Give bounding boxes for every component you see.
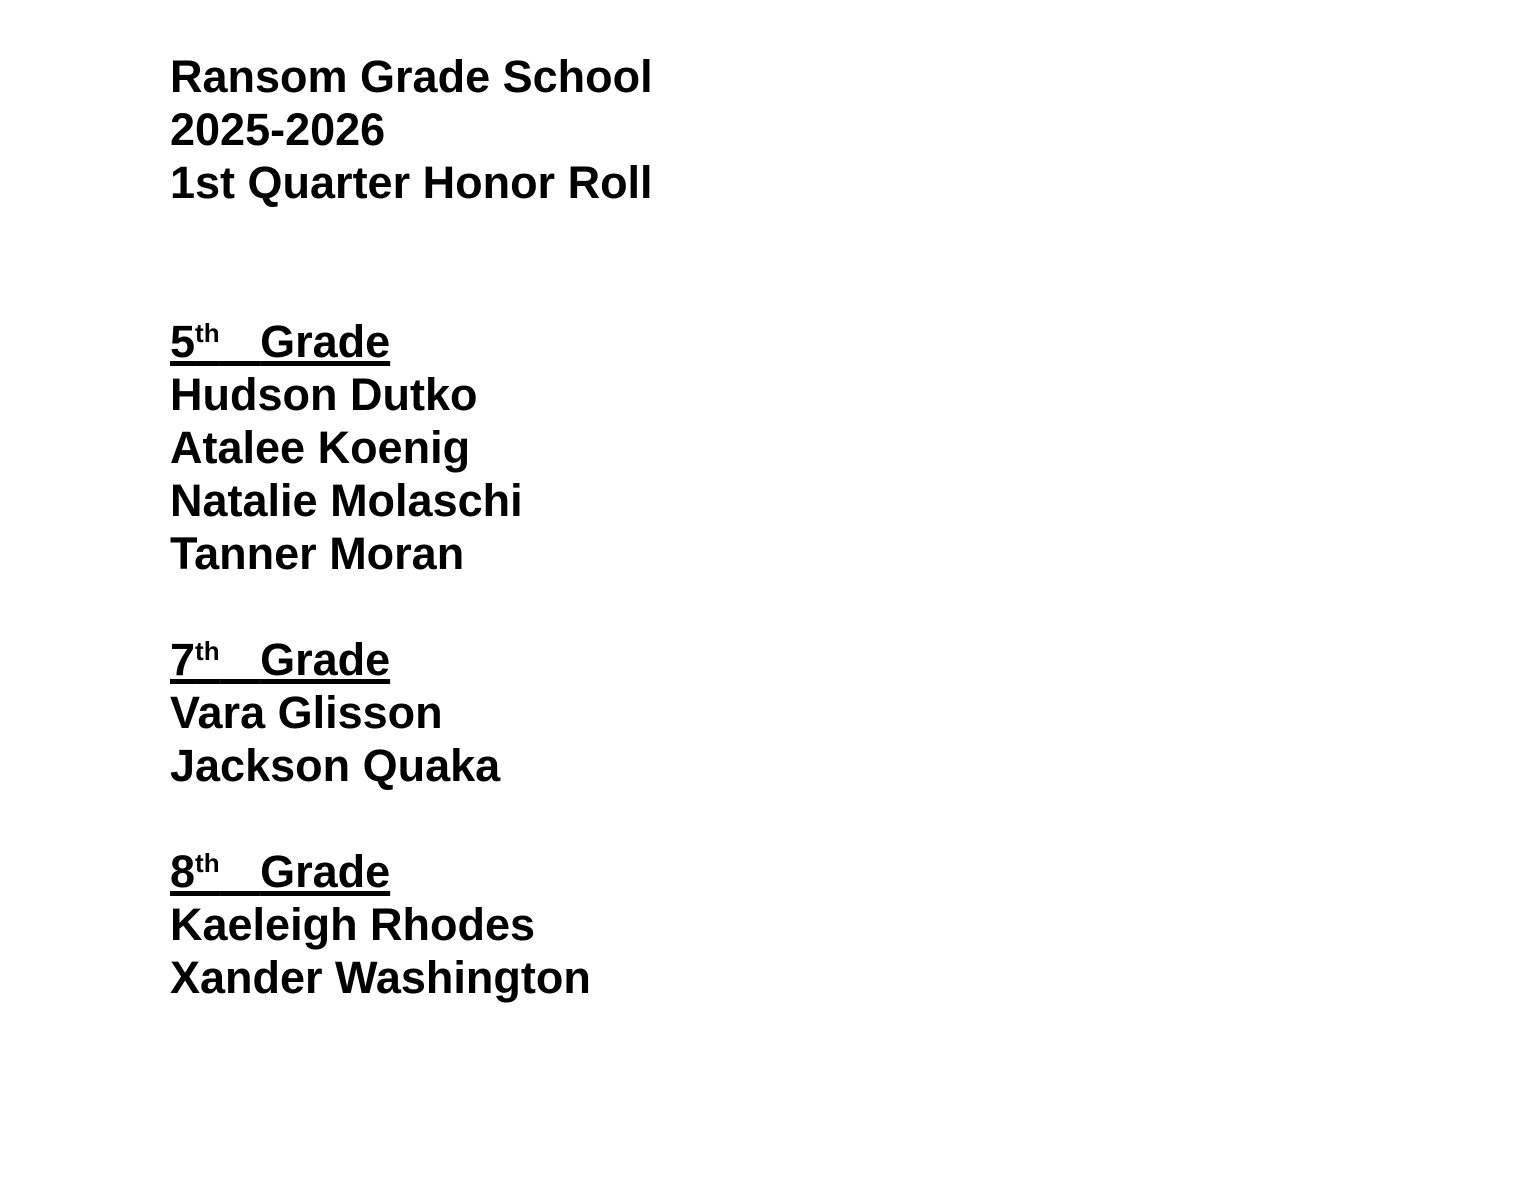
grade-section-7th [170, 633, 1476, 792]
document-title: 1st Quarter Honor Roll [170, 157, 653, 208]
ordinal-suffix: th [195, 848, 220, 878]
grade-heading [170, 845, 1476, 898]
grade-heading [170, 633, 1476, 686]
grade-label: Grade [260, 316, 391, 367]
grade-number: 7 [170, 634, 196, 685]
grade-label: Grade [260, 634, 391, 685]
grade-heading [170, 315, 1476, 368]
grade-section-8th [170, 845, 1476, 1004]
ordinal-suffix: th [195, 318, 220, 348]
student-name: Xander Washington [170, 952, 591, 1003]
ordinal-suffix: th [195, 636, 220, 666]
student-name: Kaeleigh Rhodes [170, 899, 536, 950]
student-name: Jackson Quaka [170, 740, 501, 791]
grade-heading-text [170, 316, 390, 367]
grade-number: 5 [170, 316, 196, 367]
grade-section-5th [170, 315, 1476, 580]
student-name: Vara Glisson [170, 687, 443, 738]
student-name: Natalie Molaschi [170, 475, 523, 526]
school-year: 2025-2026 [170, 104, 386, 155]
grade-heading-text [170, 846, 390, 897]
document-header [170, 50, 1476, 209]
student-name: Atalee Koenig [170, 422, 471, 473]
grade-number: 8 [170, 846, 196, 897]
grade-label: Grade [260, 846, 391, 897]
student-name: Tanner Moran [170, 528, 465, 579]
school-name: Ransom Grade School [170, 51, 653, 102]
grade-heading-text [170, 634, 390, 685]
student-name: Hudson Dutko [170, 369, 478, 420]
